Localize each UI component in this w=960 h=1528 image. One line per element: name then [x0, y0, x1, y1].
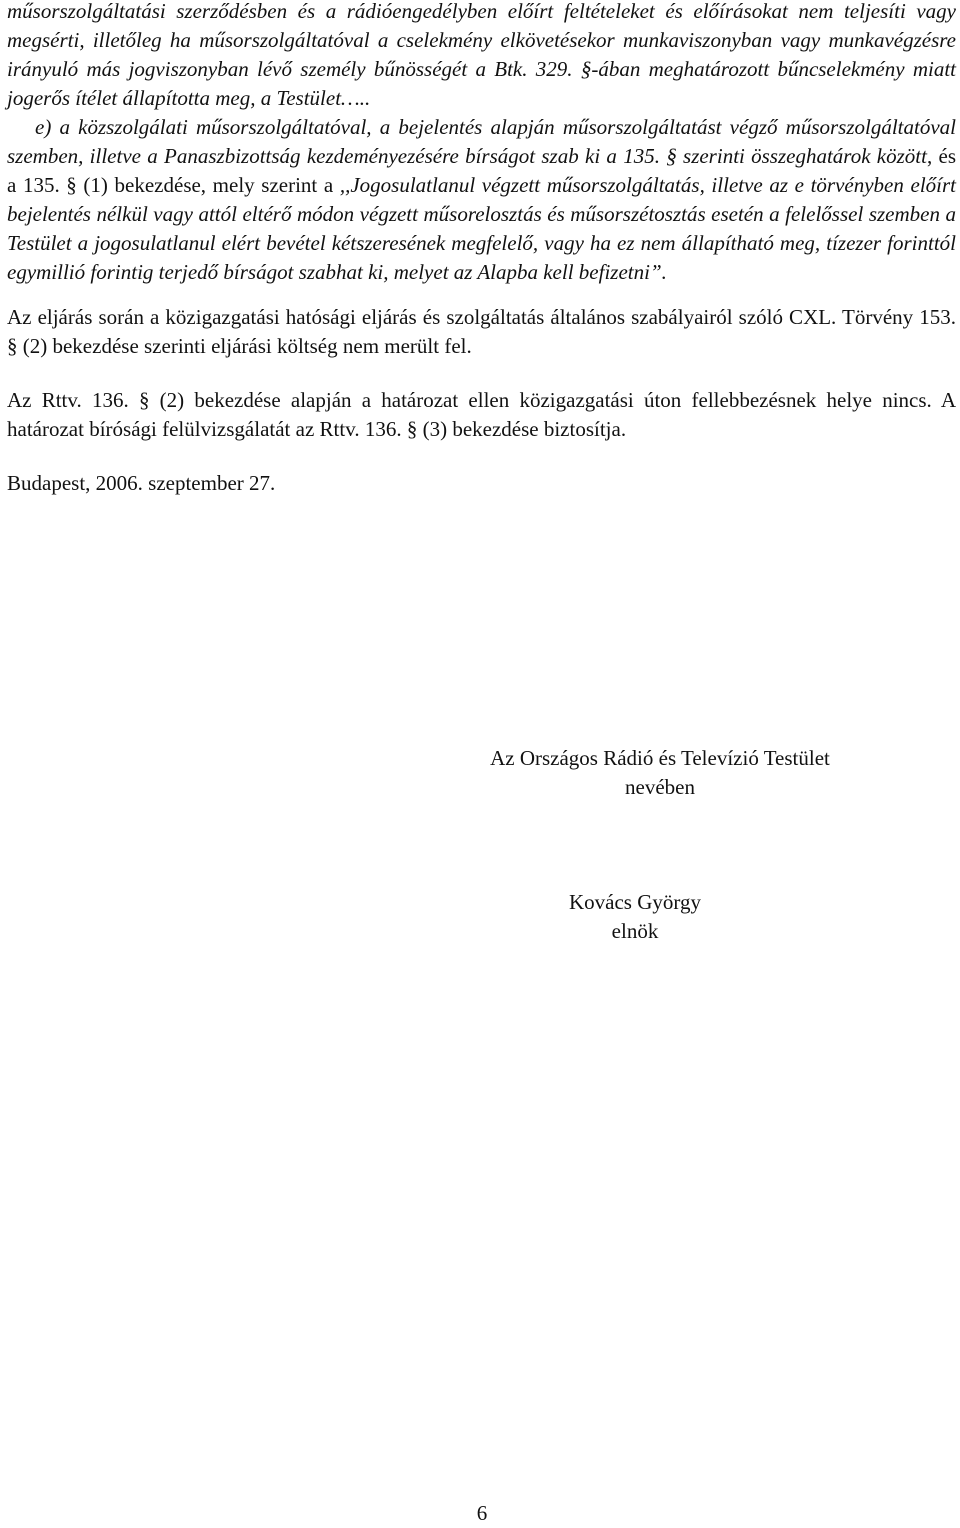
signature-organization: [440, 744, 880, 802]
paragraph-e-italic: e) a közszolgálati műsorszolgáltatóval, a bejelentés alapján műsorszolgáltatást végző műsorszolgáltatóval szemben, illetve a Panaszbizottság kezdeményezésére bírságot szab ki a 135. § szerinti összeghatárok között: [7, 115, 956, 168]
quoted-paragraph: műsorszolgáltatási szerződésben és a rádióengedélyben előírt feltételeket és előírásokat nem teljesíti vagy megsérti, illetőleg ha műsorszolgáltatóval a cselekmény elkövetésekor munkaviszonyban vagy munkavégzésre irányuló más jogviszonyban lévő személy bűnösségét a Btk. 329. §-ában meghatározott bűncselekmény miatt jogerős ítélet állapította meg, a Testület…..: [7, 0, 956, 110]
signature-org-line1: Az Országos Rádió és Televízió Testület: [490, 746, 830, 770]
document-body: [7, 0, 956, 498]
paragraph-e-regular: , és a 135. § (1) bekezdése, mely szerint a: [7, 144, 956, 197]
paragraph-appeal: Az Rttv. 136. § (2) bekezdése alapján a határozat ellen közigazgatási úton fellebbezésnek helye nincs. A határozat bírósági felülvizsgálatát az Rttv. 136. § (3) bekezdése biztosítja.: [7, 388, 956, 441]
signatory-name: Kovács György: [568, 890, 701, 914]
page-number: 6: [476, 1501, 488, 1525]
paragraph-e: [7, 113, 956, 287]
signature-org-line2: nevében: [625, 775, 695, 799]
signature-person: [520, 888, 750, 946]
paragraph-costs: Az eljárás során a közigazgatási hatósági eljárás és szolgáltatás általános szabályairól szóló CXL. Törvény 153. § (2) bekezdése szerinti eljárási költség nem merült fel.: [7, 305, 956, 358]
date-line: Budapest, 2006. szeptember 27.: [7, 471, 276, 495]
signatory-title: elnök: [611, 919, 659, 943]
paragraph-e-quote: ,,Jogosulatlanul végzett műsorszolgáltatás, illetve az e törvényben előírt bejelentés nélkül vagy attól eltérő módon végzett műsorelosztás és műsorszétosztás esetén a felelőssel szemben a Testület a jogosulatlanul elért bevétel kétszeresének megfelelő, vagy ha ez nem állapítható meg, tízezer forinttól egymillió forintig terjedő bírságot szabhat ki, melyet az Alapba kell befizetni”.: [7, 173, 956, 284]
